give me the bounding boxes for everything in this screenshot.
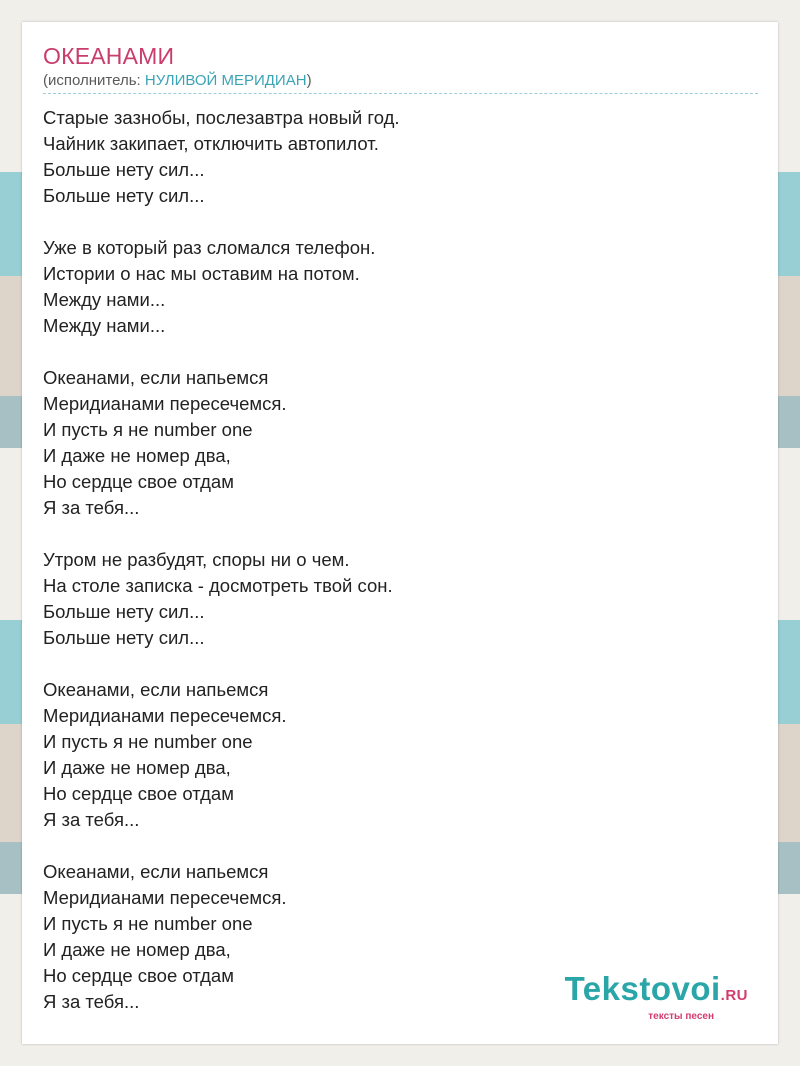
site-logo[interactable] — [565, 972, 748, 1022]
lyric-line: Меридианами пересечемся. — [43, 393, 287, 414]
artist-prefix: (исполнитель: — [43, 72, 145, 89]
lyric-line: Меридианами пересечемся. — [43, 705, 287, 726]
stanza-break — [43, 521, 400, 547]
lyric-line: И даже не номер два, — [43, 445, 231, 466]
lyric-line: Меридианами пересечемся. — [43, 887, 287, 908]
lyric-line: Океанами, если напьемся — [43, 679, 269, 700]
lyric-line: Но сердце свое отдам — [43, 783, 234, 804]
artist-line — [43, 72, 312, 89]
lyrics-text — [43, 105, 400, 1015]
lyric-line: Старые зазнобы, послезавтра новый год. — [43, 107, 400, 128]
lyric-line: Океанами, если напьемся — [43, 367, 269, 388]
lyric-line: И даже не номер два, — [43, 757, 231, 778]
lyric-line: И пусть я не number one — [43, 419, 253, 440]
lyrics-card — [22, 22, 778, 1044]
artist-suffix: ) — [306, 72, 312, 89]
lyric-line: Я за тебя... — [43, 497, 140, 518]
lyric-line: Уже в который раз сломался телефон. — [43, 237, 376, 258]
lyric-line: И пусть я не number one — [43, 913, 253, 934]
lyric-line: Больше нету сил... — [43, 627, 205, 648]
lyric-line: Океанами, если напьемся — [43, 861, 269, 882]
lyric-line: Истории о нас мы оставим на потом. — [43, 263, 360, 284]
lyric-line: На столе записка - досмотреть твой сон. — [43, 575, 393, 596]
lyric-line: Больше нету сил... — [43, 185, 205, 206]
song-title: ОКЕАНАМИ — [43, 43, 175, 69]
lyric-line: Но сердце свое отдам — [43, 471, 234, 492]
lyric-line: Больше нету сил... — [43, 601, 205, 622]
stanza-break — [43, 209, 400, 235]
logo-name: Tekstovoi — [564, 970, 721, 1007]
lyric-line: Я за тебя... — [43, 991, 140, 1012]
lyric-line: Между нами... — [43, 315, 166, 336]
lyric-line: Утром не разбудят, споры ни о чем. — [43, 549, 350, 570]
lyric-line: Но сердце свое отдам — [43, 965, 234, 986]
lyric-line: Чайник закипает, отключить автопилот. — [43, 133, 379, 154]
stanza-break — [43, 833, 400, 859]
lyric-line: И даже не номер два, — [43, 939, 231, 960]
logo-tld: .RU — [720, 987, 748, 1004]
lyric-line: И пусть я не number one — [43, 731, 253, 752]
stanza-break — [43, 339, 400, 365]
logo-tagline: тексты песен — [648, 1011, 714, 1022]
lyric-line: Больше нету сил... — [43, 159, 205, 180]
artist-link[interactable]: НУЛИВОЙ МЕРИДИАН — [144, 72, 307, 89]
lyric-line: Я за тебя... — [43, 809, 140, 830]
stanza-break — [43, 651, 400, 677]
lyric-line: Между нами... — [43, 289, 166, 310]
divider — [43, 93, 758, 94]
